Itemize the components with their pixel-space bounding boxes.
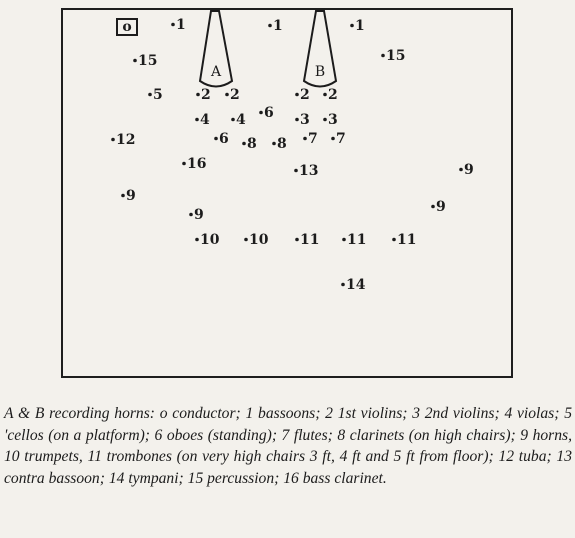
position-11 bbox=[295, 232, 319, 248]
position-label: 3 bbox=[328, 112, 338, 128]
position-2 bbox=[295, 87, 310, 103]
position-10 bbox=[195, 232, 220, 248]
position-label: 1 bbox=[176, 17, 186, 33]
position-label: 7 bbox=[336, 131, 346, 147]
position-2 bbox=[196, 87, 211, 103]
position-dot bbox=[195, 118, 199, 122]
position-label: 8 bbox=[247, 136, 257, 152]
position-dot bbox=[323, 118, 327, 122]
position-dot bbox=[294, 169, 298, 173]
position-label: 2 bbox=[300, 87, 310, 103]
position-label: 9 bbox=[126, 188, 136, 204]
position-label: 2 bbox=[328, 87, 338, 103]
position-label: 2 bbox=[201, 87, 211, 103]
position-dot bbox=[242, 142, 246, 146]
position-dot bbox=[231, 118, 235, 122]
position-dot bbox=[244, 238, 248, 242]
position-label: 6 bbox=[219, 131, 229, 147]
position-dot bbox=[214, 137, 218, 141]
position-label: 1 bbox=[273, 18, 283, 34]
position-label: 6 bbox=[264, 105, 274, 121]
position-6 bbox=[214, 131, 229, 147]
position-dot bbox=[323, 93, 327, 97]
position-label: 14 bbox=[346, 277, 366, 293]
position-label: 11 bbox=[300, 232, 320, 248]
position-label: 2 bbox=[230, 87, 240, 103]
position-dot bbox=[268, 24, 272, 28]
position-16 bbox=[182, 156, 206, 172]
position-dot bbox=[459, 168, 463, 172]
position-label: 10 bbox=[249, 232, 269, 248]
position-5 bbox=[148, 87, 163, 103]
position-label: 15 bbox=[138, 53, 158, 69]
position-13 bbox=[294, 163, 318, 179]
position-label: 9 bbox=[194, 207, 204, 223]
position-15 bbox=[381, 48, 405, 64]
position-dot bbox=[148, 93, 152, 97]
position-dot bbox=[303, 137, 307, 141]
position-9 bbox=[121, 188, 136, 204]
position-dot bbox=[171, 23, 175, 27]
position-11 bbox=[392, 232, 416, 248]
position-6 bbox=[259, 105, 274, 121]
position-dot bbox=[295, 93, 299, 97]
conductor-marker bbox=[117, 19, 137, 35]
position-dot bbox=[121, 194, 125, 198]
position-7 bbox=[303, 131, 318, 147]
position-label: 3 bbox=[300, 112, 310, 128]
conductor-symbol: o bbox=[122, 19, 132, 35]
position-label: 7 bbox=[308, 131, 318, 147]
position-dot bbox=[111, 138, 115, 142]
position-3 bbox=[295, 112, 310, 128]
position-9 bbox=[431, 199, 446, 215]
position-dot bbox=[342, 238, 346, 242]
position-4 bbox=[231, 112, 246, 128]
position-dot bbox=[195, 238, 199, 242]
position-15 bbox=[133, 53, 157, 69]
position-2 bbox=[323, 87, 338, 103]
position-9 bbox=[189, 207, 204, 223]
position-2 bbox=[225, 87, 240, 103]
instrument-positions bbox=[111, 17, 474, 293]
position-1 bbox=[350, 18, 365, 34]
position-11 bbox=[342, 232, 366, 248]
position-14 bbox=[341, 277, 366, 293]
position-label: 1 bbox=[355, 18, 365, 34]
position-1 bbox=[268, 18, 283, 34]
diagram-caption: A & B recording horns: o conductor; 1 bassoons; 2 1st violins; 3 2nd violins; 4 violas; 5 'cellos (on a platform); 6 oboes (standing); 7 flutes; 8 clarinets (on high chairs); 9 horns, 10 trumpets, 11 trombones (on very high chairs 3 ft, 4 ft and 5 ft from floor); 12 tuba; 13 contra bassoon; 14 tympani; 15 percussion; 16 bass clarinet. bbox=[4, 405, 572, 487]
position-label: 15 bbox=[386, 48, 406, 64]
recording-horn-a bbox=[200, 11, 232, 87]
position-label: 16 bbox=[187, 156, 207, 172]
horn-a-label: A bbox=[210, 64, 222, 80]
position-label: 4 bbox=[200, 112, 210, 128]
position-label: 9 bbox=[436, 199, 446, 215]
position-dot bbox=[350, 24, 354, 28]
recording-horn-b bbox=[304, 11, 336, 87]
position-label: 5 bbox=[153, 87, 163, 103]
position-dot bbox=[331, 137, 335, 141]
position-label: 11 bbox=[397, 232, 417, 248]
position-dot bbox=[133, 59, 137, 63]
position-dot bbox=[182, 162, 186, 166]
position-12 bbox=[111, 132, 135, 148]
position-label: 12 bbox=[116, 132, 136, 148]
position-dot bbox=[295, 118, 299, 122]
position-dot bbox=[381, 54, 385, 58]
position-label: 4 bbox=[236, 112, 246, 128]
position-dot bbox=[196, 93, 200, 97]
position-dot bbox=[295, 238, 299, 242]
position-1 bbox=[171, 17, 186, 33]
position-7 bbox=[331, 131, 346, 147]
position-8 bbox=[272, 136, 287, 152]
position-4 bbox=[195, 112, 210, 128]
position-label: 8 bbox=[277, 136, 287, 152]
position-8 bbox=[242, 136, 257, 152]
horn-b-label: B bbox=[314, 64, 326, 80]
position-label: 13 bbox=[299, 163, 319, 179]
position-9 bbox=[459, 162, 474, 178]
position-dot bbox=[392, 238, 396, 242]
position-dot bbox=[272, 142, 276, 146]
position-dot bbox=[431, 205, 435, 209]
position-label: 10 bbox=[200, 232, 220, 248]
position-3 bbox=[323, 112, 338, 128]
position-dot bbox=[225, 93, 229, 97]
position-10 bbox=[244, 232, 269, 248]
position-dot bbox=[259, 111, 263, 115]
position-dot bbox=[189, 213, 193, 217]
position-dot bbox=[341, 283, 345, 287]
position-label: 11 bbox=[347, 232, 367, 248]
position-label: 9 bbox=[464, 162, 474, 178]
